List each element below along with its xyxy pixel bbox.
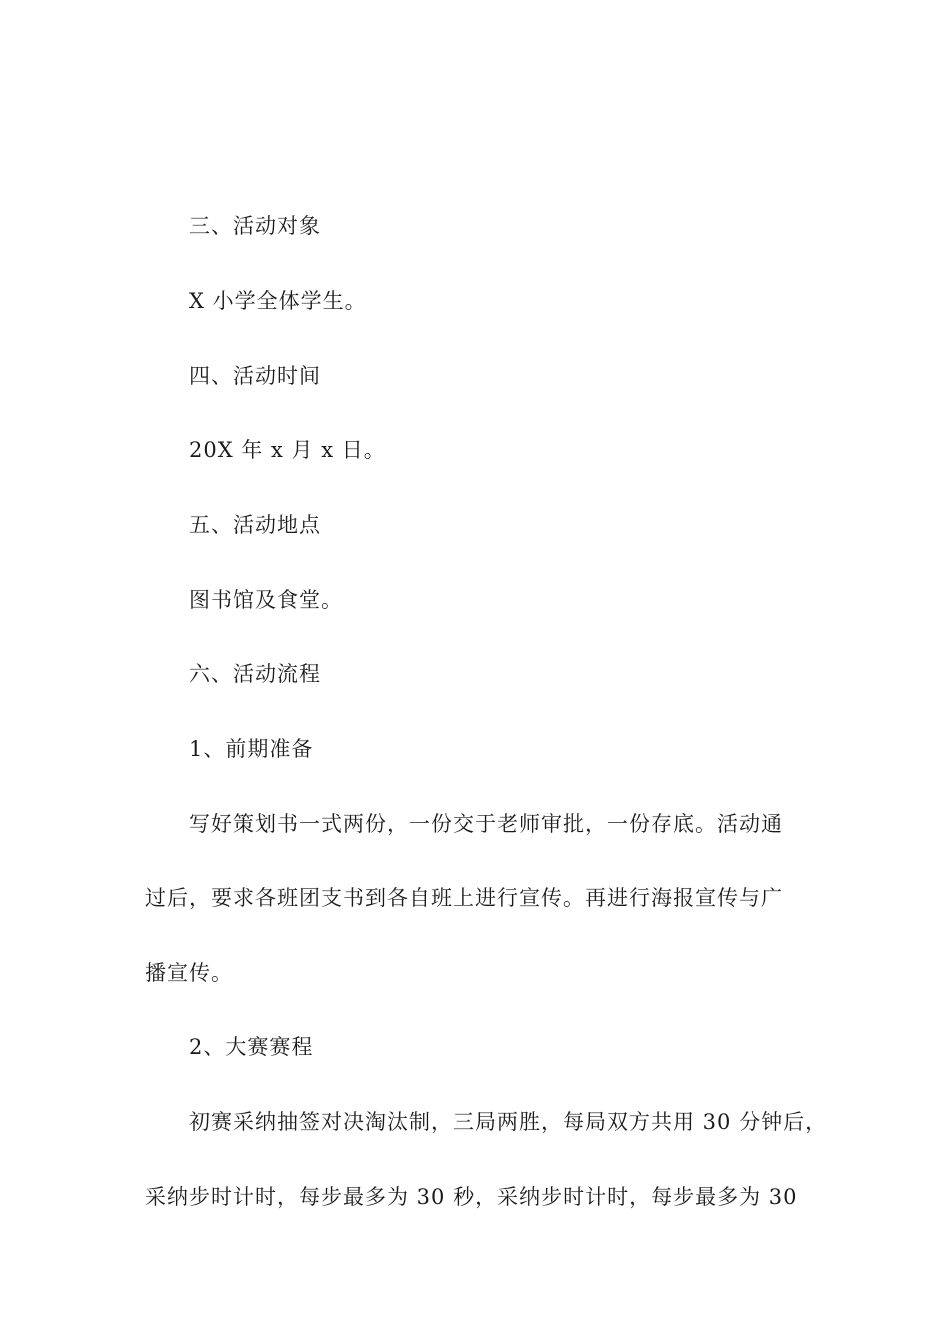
section-heading-activity-location: 五、活动地点 bbox=[189, 513, 321, 537]
subheading-competition-schedule: 2、大赛赛程 bbox=[189, 1035, 314, 1059]
paragraph-schedule-line-1: 初赛采纳抽签对决淘汰制，三局两胜，每局双方共用 30 分钟后， bbox=[189, 1110, 828, 1134]
section-heading-activity-target: 三、活动对象 bbox=[189, 214, 321, 238]
paragraph-preparation-line-3: 播宣传。 bbox=[145, 961, 233, 985]
paragraph-preparation-line-2: 过后，要求各班团支书到各自班上进行宣传。再进行海报宣传与广 bbox=[145, 886, 783, 910]
paragraph-preparation-line-1: 写好策划书一式两份，一份交于老师审批，一份存底。活动通 bbox=[189, 812, 783, 836]
subheading-preparation: 1、前期准备 bbox=[189, 737, 314, 761]
paragraph-activity-time: 20X 年 x 月 x 日。 bbox=[189, 438, 386, 462]
paragraph-activity-target: X 小学全体学生。 bbox=[189, 289, 367, 313]
section-heading-activity-time: 四、活动时间 bbox=[189, 364, 321, 388]
paragraph-activity-location: 图书馆及食堂。 bbox=[189, 588, 343, 612]
section-heading-activity-process: 六、活动流程 bbox=[189, 662, 321, 686]
paragraph-schedule-line-2: 采纳步时计时，每步最多为 30 秒，采纳步时计时，每步最多为 30 bbox=[145, 1185, 798, 1209]
